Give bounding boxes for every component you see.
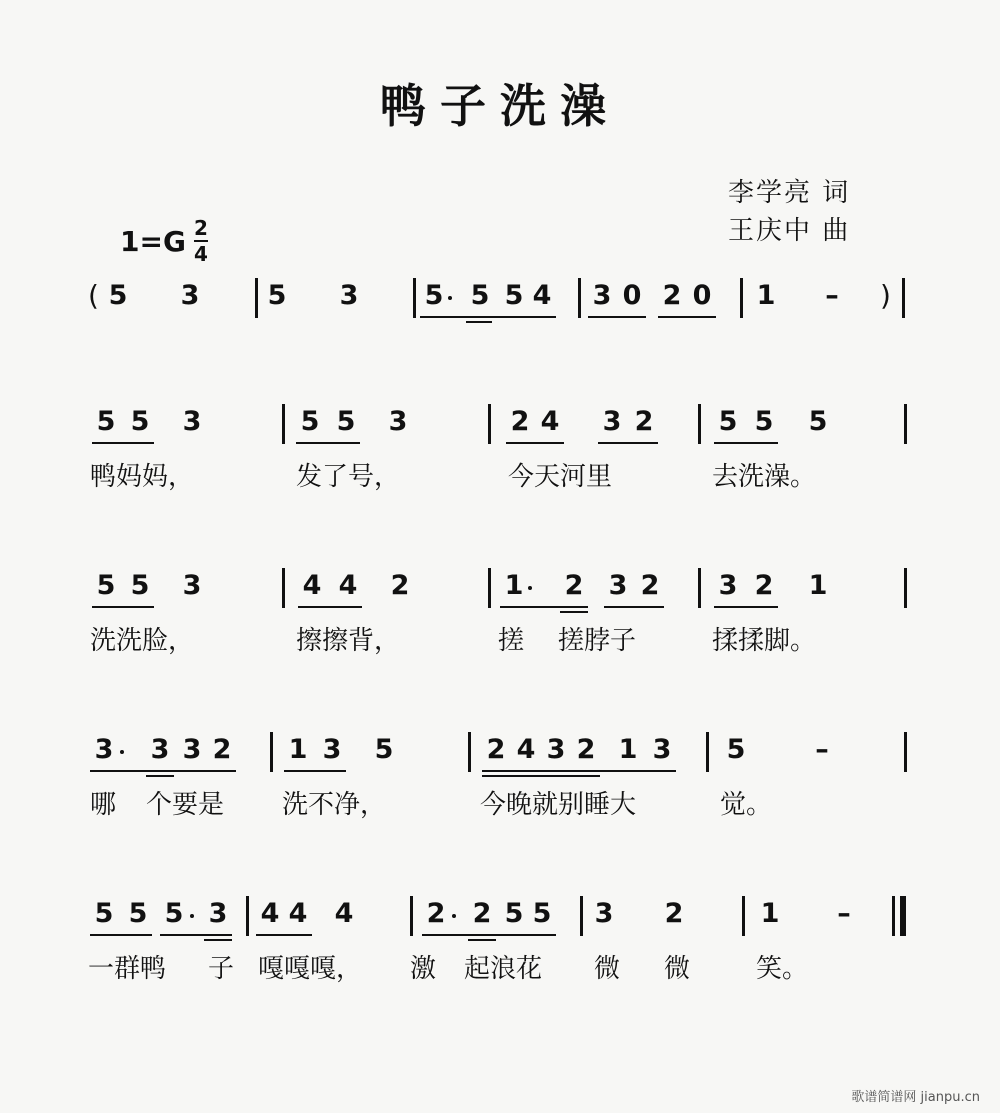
key-signature (120, 218, 208, 264)
time-signature (194, 218, 208, 264)
note: 5 (108, 280, 128, 311)
staff-line-3 (0, 730, 1000, 900)
lyric: 一群鸭 (88, 954, 167, 984)
barline (282, 404, 285, 444)
lyric: 洗不净， (282, 790, 387, 820)
note: 5 (470, 280, 490, 311)
note: 3 (718, 570, 738, 601)
note: 4 (288, 898, 308, 929)
barline (904, 732, 907, 772)
barline (413, 278, 416, 318)
note: 3 (94, 734, 114, 765)
lyric: 微 (664, 954, 691, 984)
staff-line-4 (0, 894, 1000, 1064)
barline (282, 568, 285, 608)
barline (698, 568, 701, 608)
barline (698, 404, 701, 444)
lyric: 搓脖子 (558, 626, 637, 656)
note: 5 (504, 898, 524, 929)
note: 3 (652, 734, 672, 765)
lyric: 哪 (90, 790, 117, 820)
barline (904, 404, 907, 444)
lyric: 觉。 (720, 790, 773, 820)
lyric: 发了号， (296, 462, 401, 492)
note: 3 (182, 570, 202, 601)
note: 5 (128, 898, 148, 929)
note: 4 (516, 734, 536, 765)
lyric: 激 (410, 954, 437, 984)
note: 2 (486, 734, 506, 765)
note: 3 (322, 734, 342, 765)
barline (742, 896, 745, 936)
staff-line-1 (0, 402, 1000, 572)
site-watermark: 歌谱简谱网 jianpu.cn (851, 1090, 980, 1105)
barline (246, 896, 249, 936)
page-title: 鸭子洗澡 (380, 79, 620, 133)
lyric: 起浪花 (464, 954, 543, 984)
lyric: 鸭妈妈， (90, 462, 195, 492)
note: 2 (640, 570, 660, 601)
barline (255, 278, 258, 318)
composer-credit: 王庆中 曲 (728, 216, 851, 246)
note: – (825, 280, 839, 311)
note: 5 (96, 406, 116, 437)
note: – (815, 734, 829, 765)
note: 5 (718, 406, 738, 437)
note: 4 (334, 898, 354, 929)
final-barline-thin (892, 896, 895, 936)
time-denominator: 4 (193, 242, 208, 266)
note: 0 (692, 280, 712, 311)
note: 2 (634, 406, 654, 437)
note: 5 (754, 406, 774, 437)
lyric: 洗洗脸， (90, 626, 195, 656)
note: 3 (208, 898, 228, 929)
barline (740, 278, 743, 318)
note: 5 (267, 280, 287, 311)
note: 4 (260, 898, 280, 929)
barline (468, 732, 471, 772)
note: 1 (504, 570, 524, 601)
lyric: 笑。 (756, 954, 809, 984)
open-paren: ( (88, 279, 99, 312)
note: 4 (338, 570, 358, 601)
note: 4 (302, 570, 322, 601)
lyric: 微 (594, 954, 621, 984)
note: 5 (504, 280, 524, 311)
note: 3 (592, 280, 612, 311)
note: 3 (608, 570, 628, 601)
lyric: 今晚就别睡大 (480, 790, 637, 820)
barline (270, 732, 273, 772)
note: 5 (164, 898, 184, 929)
note: 3 (339, 280, 359, 311)
lyric: 擦擦背， (296, 626, 401, 656)
note: 5 (532, 898, 552, 929)
note: 4 (532, 280, 552, 311)
time-numerator: 2 (193, 216, 208, 240)
note: 3 (182, 406, 202, 437)
lyric: 去洗澡。 (712, 462, 817, 492)
note: 2 (510, 406, 530, 437)
note: 0 (622, 280, 642, 311)
note: 3 (180, 280, 200, 311)
staff-line-2 (0, 566, 1000, 736)
key-label: 1=G (120, 224, 186, 258)
note: 2 (426, 898, 446, 929)
note: 2 (664, 898, 684, 929)
note: 5 (130, 570, 150, 601)
barline (578, 278, 581, 318)
note: 1 (760, 898, 780, 929)
note: 5 (808, 406, 828, 437)
barline (488, 568, 491, 608)
note: 5 (96, 570, 116, 601)
barline (904, 568, 907, 608)
note: – (837, 898, 851, 929)
lyric: 搓 (498, 626, 525, 656)
barline (488, 404, 491, 444)
note: 1 (618, 734, 638, 765)
note: 1 (756, 280, 776, 311)
note: 3 (150, 734, 170, 765)
note: 5 (300, 406, 320, 437)
note: 5 (94, 898, 114, 929)
barline (706, 732, 709, 772)
lyric: 揉揉脚。 (712, 626, 817, 656)
note: 3 (602, 406, 622, 437)
barline (580, 896, 583, 936)
note: 4 (540, 406, 560, 437)
barline (410, 896, 413, 936)
close-paren: ) (880, 279, 891, 312)
note: 2 (564, 570, 584, 601)
note: 3 (594, 898, 614, 929)
note: 2 (472, 898, 492, 929)
lyricist-credit: 李学亮 词 (728, 178, 851, 208)
note: 3 (546, 734, 566, 765)
note: 5 (130, 406, 150, 437)
note: 5 (374, 734, 394, 765)
note: 1 (808, 570, 828, 601)
note: 3 (182, 734, 202, 765)
note: 5 (726, 734, 746, 765)
note: 3 (388, 406, 408, 437)
lyric: 个要是 (146, 790, 225, 820)
note: 2 (212, 734, 232, 765)
note: 2 (576, 734, 596, 765)
note: 2 (754, 570, 774, 601)
note: 5 (336, 406, 356, 437)
note: 2 (390, 570, 410, 601)
barline (902, 278, 905, 318)
note: 5 (424, 280, 444, 311)
final-barline-thick (900, 896, 906, 936)
note: 2 (662, 280, 682, 311)
lyric: 嘎嘎嘎， (258, 954, 363, 984)
lyric: 子 (208, 954, 235, 984)
note: 1 (288, 734, 308, 765)
lyric: 今天河里 (508, 462, 613, 492)
